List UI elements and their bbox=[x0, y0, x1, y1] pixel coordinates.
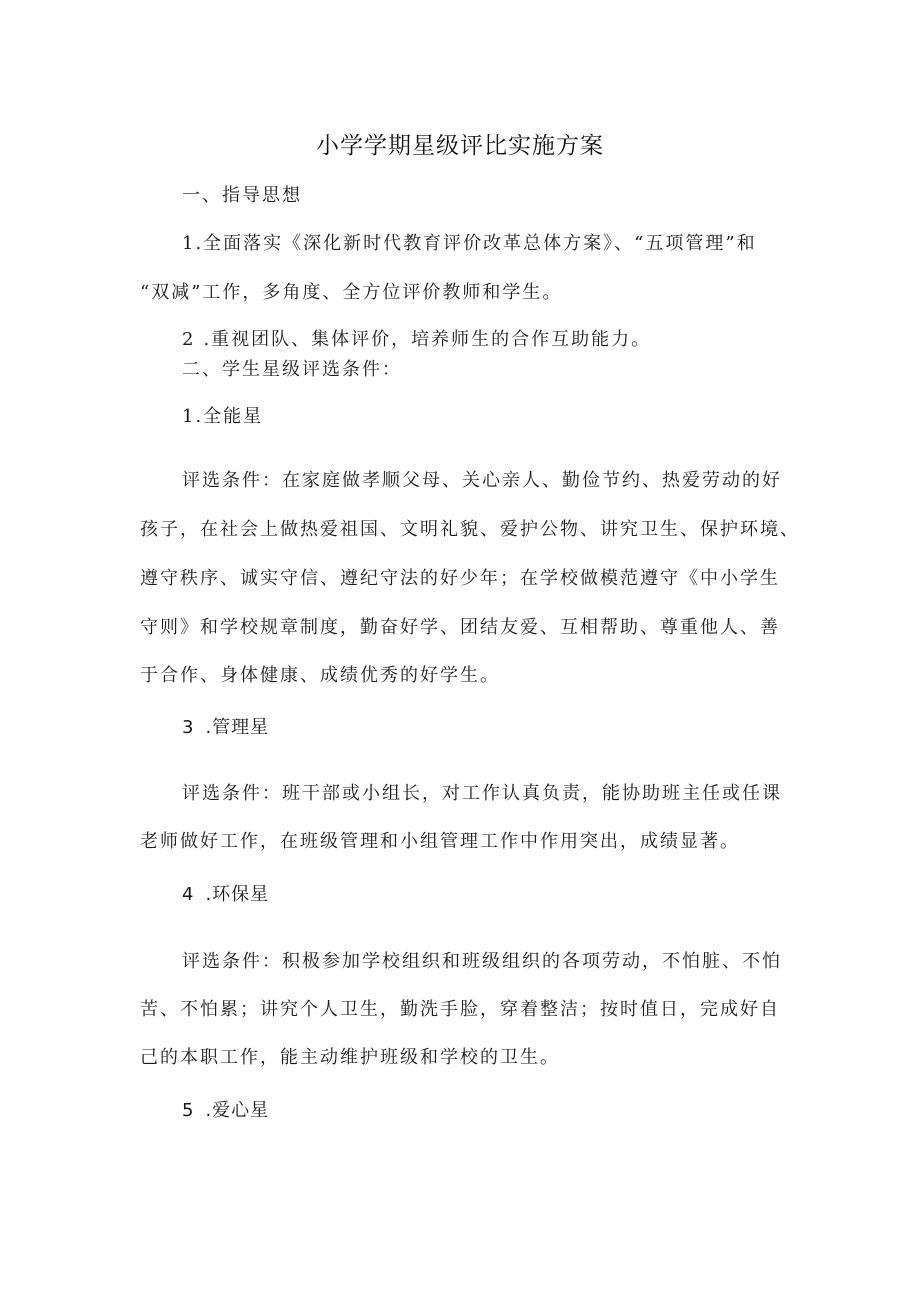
section-heading-guiding-thought: 一、指导思想 bbox=[182, 185, 302, 206]
subheading-caring-star bbox=[182, 1097, 269, 1125]
subheading-text: .环保星 bbox=[205, 884, 270, 905]
document-title: 小学学期星级评比实施方案 bbox=[316, 133, 604, 159]
paragraph-line: 1.全面落实《深化新时代教育评价改革总体方案》、“五项管理”和 bbox=[182, 233, 757, 254]
paragraph-line: “双减”工作，多角度、全方位评价教师和学生。 bbox=[140, 282, 563, 303]
paragraph-line: 老师做好工作，在班级管理和小组管理工作中作用突出，成绩显著。 bbox=[140, 831, 740, 852]
paragraph-line: 遵守秩序、诚实守信、遵纪守法的好少年；在学校做模范遵守《中小学生 bbox=[140, 568, 780, 589]
list-number: 4 bbox=[182, 884, 194, 905]
subheading-all-round-star: 1.全能星 bbox=[182, 406, 264, 427]
list-item-text: .重视团队、集体评价，培养师生的合作互助能力。 bbox=[203, 329, 652, 350]
list-number: 5 bbox=[182, 1100, 194, 1121]
subheading-text: .管理星 bbox=[205, 717, 270, 738]
list-number: 3 bbox=[182, 717, 194, 738]
paragraph-line: 评选条件：班干部或小组长，对工作认真负责，能协助班主任或任课 bbox=[182, 783, 782, 804]
paragraph-line: 守则》和学校规章制度，勤奋好学、团结友爱、互相帮助、尊重他人、善 bbox=[140, 617, 780, 638]
paragraph-line: 评选条件：在家庭做孝顺父母、关心亲人、勤俭节约、热爱劳动的好 bbox=[182, 470, 782, 491]
paragraph-line: 孩子，在社会上做热爱祖国、文明礼貌、爱护公物、讲究卫生、保护环境、 bbox=[140, 519, 800, 540]
subheading-text: .爱心星 bbox=[205, 1100, 270, 1121]
subheading-eco-star bbox=[182, 881, 269, 909]
paragraph-line: 己的本职工作，能主动维护班级和学校的卫生。 bbox=[140, 1047, 560, 1068]
paragraph-line: 评选条件：积极参加学校组织和班级组织的各项劳动，不怕脏、不怕 bbox=[182, 951, 782, 972]
paragraph-line: 于合作、身体健康、成绩优秀的好学生。 bbox=[140, 665, 500, 686]
paragraph-line: 苦、不怕累；讲究个人卫生，勤洗手脸，穿着整洁；按时值日，完成好自 bbox=[140, 999, 780, 1020]
list-item-2 bbox=[182, 326, 651, 354]
list-number: 2 bbox=[182, 329, 194, 350]
subheading-management-star bbox=[182, 714, 269, 742]
section-heading-student-star-criteria: 二、学生星级评选条件： bbox=[182, 359, 402, 380]
